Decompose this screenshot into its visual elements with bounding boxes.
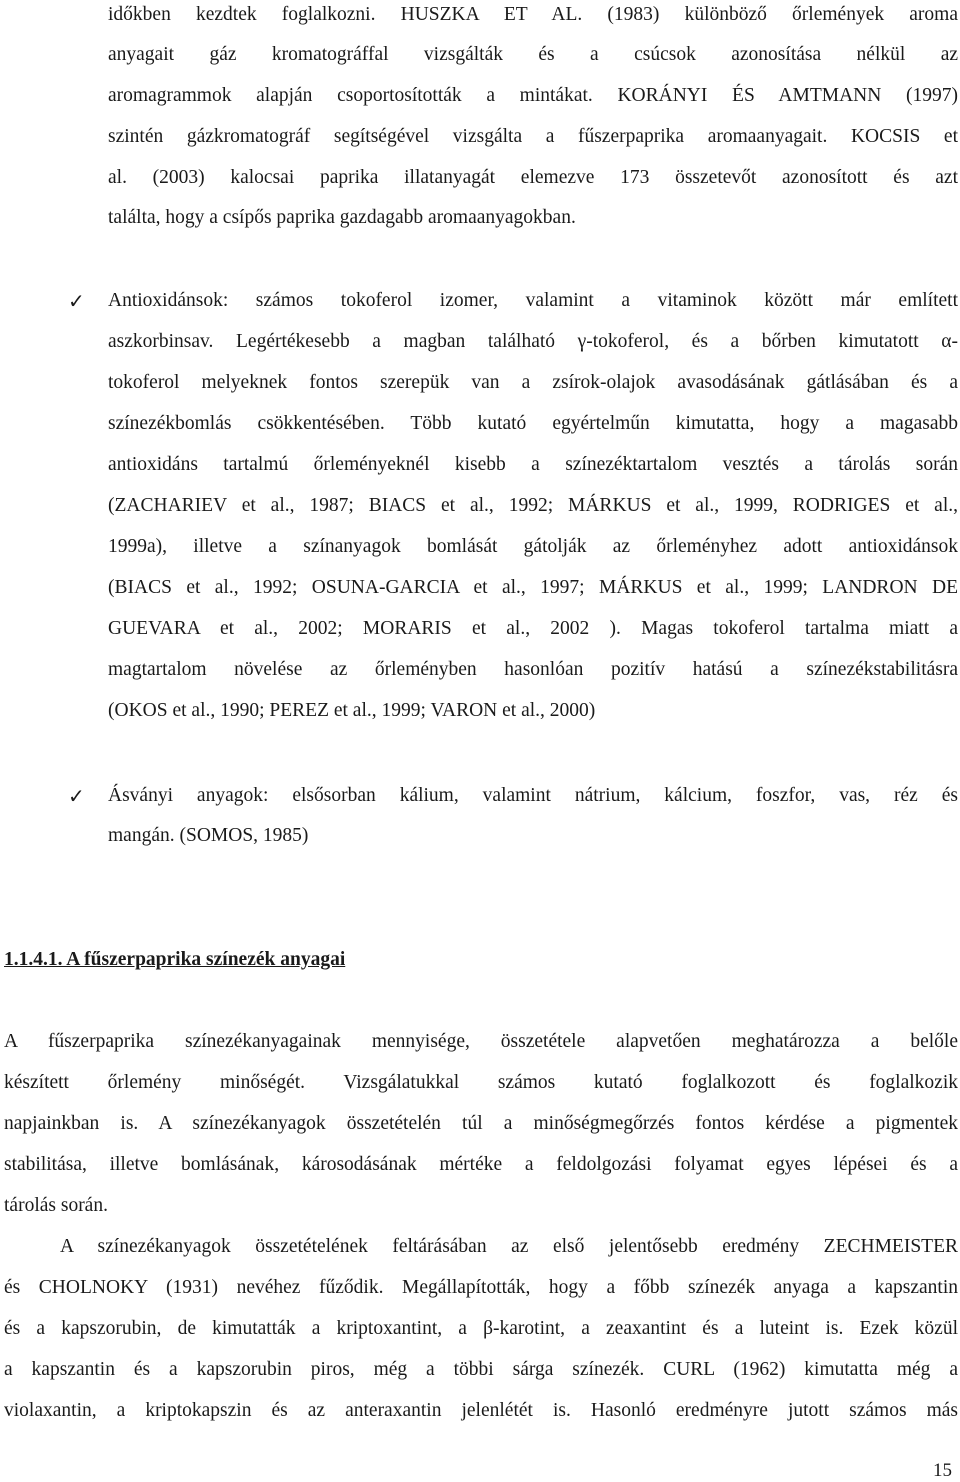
text-line: (ZACHARIEV et al., 1987; BIACS et al., 1992; MÁRKUS et al., 1999, RODRIGES et al., [108, 495, 958, 516]
checkmark-icon: ✓ [68, 289, 85, 313]
text-line: stabilitása, illetve bomlásának, károsodásának mértéke a feldolgozási folyamat egyes lépései és a [4, 1154, 958, 1175]
text-line: antioxidáns tartalmú őrleményeknél kisebb a színezéktartalom vesztés a tárolás során [108, 454, 958, 475]
text-line: A fűszerpaprika színezékanyagainak mennyisége, összetétele alapvetően meghatározza a belőle [4, 1031, 958, 1052]
checkmark-icon: ✓ [68, 784, 85, 808]
text-line: aszkorbinsav. Legértékesebb a magban található γ-tokoferol, és a bőrben kimutatott α- [108, 331, 958, 352]
section-heading: 1.1.4.1. A fűszerpaprika színezék anyagai [4, 949, 346, 970]
text-line: A színezékanyagok összetételének feltárásában az első jelentősebb eredmény ZECHMEISTER [60, 1236, 958, 1257]
text-line: GUEVARA et al., 2002; MORARIS et al., 2002 ). Magas tokoferol tartalma miatt a [108, 618, 958, 639]
text-line: 1999a), illetve a színanyagok bomlását gátolják az őrleményhez adott antioxidánsok [108, 536, 958, 557]
text-line: időkben kezdtek foglalkozni. HUSZKA ET AL. (1983) különböző őrlemények aroma [108, 4, 958, 25]
text-line: (BIACS et al., 1992; OSUNA-GARCIA et al., 1997; MÁRKUS et al., 1999; LANDRON DE [108, 577, 958, 598]
text-line: tokoferol melyeknek fontos szerepük van a zsírok-olajok avasodásának gátlásában és a [108, 372, 958, 393]
text-line: (OKOS et al., 1990; PEREZ et al., 1999; VARON et al., 2000) [108, 700, 596, 721]
text-line: és CHOLNOKY (1931) nevéhez fűződik. Megállapították, hogy a főbb színezék anyaga a kapszantin [4, 1277, 958, 1298]
text-line: Antioxidánsok: számos tokoferol izomer, valamint a vitaminok között már említett [108, 290, 958, 311]
text-line: al. (2003) kalocsai paprika illatanyagát elemezve 173 összetevőt azonosított és azt [108, 167, 958, 188]
text-line: magtartalom növelése az őrleményben hasonlóan pozitív hatású a színezékstabilitásra [108, 659, 958, 680]
text-line: találta, hogy a csípős paprika gazdagabb aromaanyagokban. [108, 207, 576, 228]
text-line: készített őrlemény minőségét. Vizsgálatukkal számos kutató foglalkozott és foglalkozik [4, 1072, 958, 1093]
bullet-item [0, 284, 100, 318]
bullet-item [0, 779, 100, 813]
text-line: színezékbomlás csökkentésében. Több kutató egyértelműn kimutatta, hogy a magasabb [108, 413, 958, 434]
text-line: a kapszantin és a kapszorubin piros, még a többi sárga színezék. CURL (1962) kimutatta még a [4, 1359, 958, 1380]
text-line: tárolás során. [4, 1195, 108, 1216]
text-line: mangán. (SOMOS, 1985) [108, 825, 309, 846]
text-line: szintén gázkromatográf segítségével vizsgálta a fűszerpaprika aromaanyagait. KOCSIS et [108, 126, 958, 147]
text-line: violaxantin, a kriptokapszin és az anteraxantin jelenlétét is. Hasonló eredményre jutott számos más [4, 1400, 958, 1421]
text-line: aromagrammok alapján csoportosították a mintákat. KORÁNYI ÉS AMTMANN (1997) [108, 85, 958, 106]
text-line: Ásványi anyagok: elsősorban kálium, valamint nátrium, kálcium, foszfor, vas, réz és [108, 785, 958, 806]
page-number: 15 [933, 1460, 952, 1481]
text-line: és a kapszorubin, de kimutatták a kriptoxantint, a β-karotint, a zeaxantint és a luteint is. Ezek közül [4, 1318, 958, 1339]
text-line: napjainkban is. A színezékanyagok összetételén túl a minőségmegőrzés fontos kérdése a pigmentek [4, 1113, 958, 1134]
text-line: anyagait gáz kromatográffal vizsgálták és a csúcsok azonosítása nélkül az [108, 44, 958, 65]
